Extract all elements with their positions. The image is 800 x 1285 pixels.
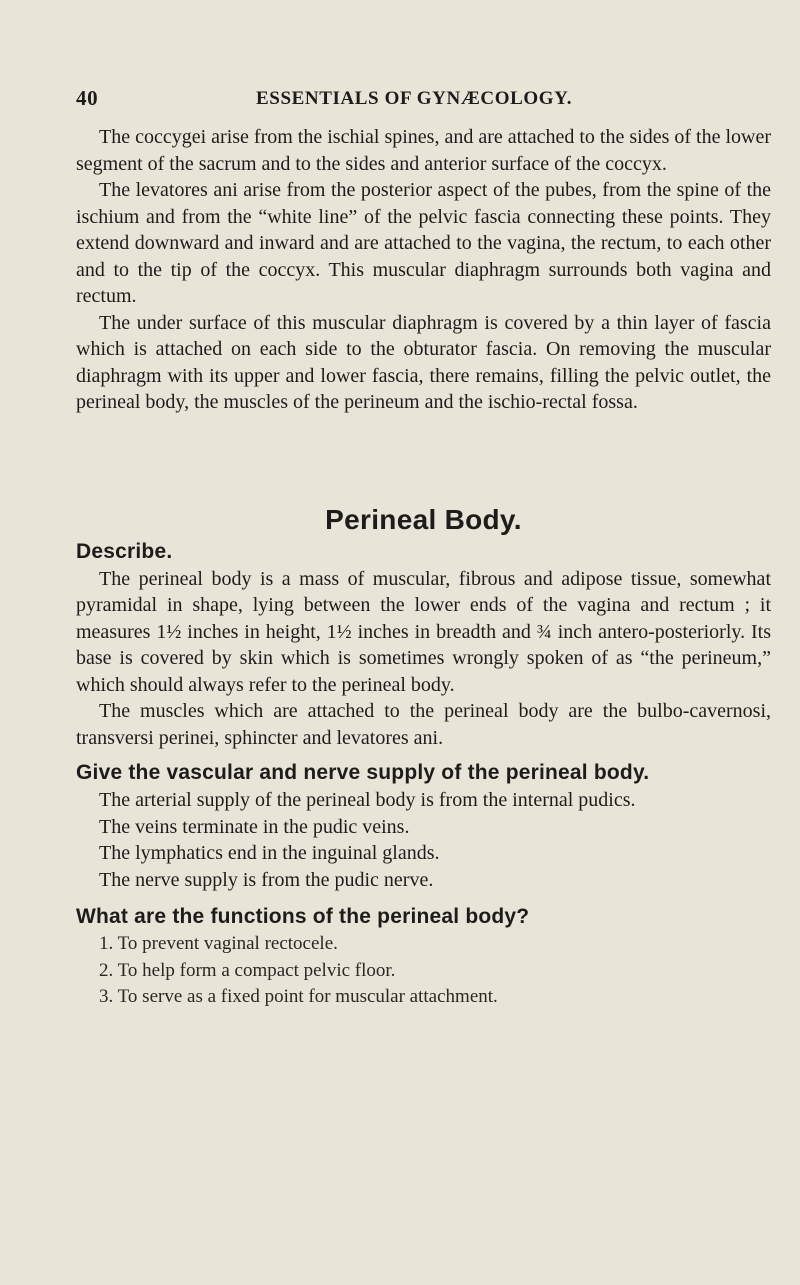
book-page [76,86,771,1011]
intro-text [76,124,771,416]
functions-list [76,931,771,1011]
paragraph: The muscles which are attached to the perineal body are the bulbo-cavernosi, transversi perinei, sphincter and levatores ani. [76,700,771,749]
question-heading: Give the vascular and nerve supply of the perineal body. [76,761,650,784]
paragraph: The levatores ani arise from the posterior aspect of the pubes, from the spine of the ischium and from the “white line” of the pelvic fascia connecting these points. They extend downward and inward and are attached to the vagina, the rectum, to each other and to the tip of the coccyx. This muscular diaphragm surrounds both vagina and rectum. [76,179,771,307]
page-header [76,86,771,116]
list-item: 3. To serve as a fixed point for muscular attachment. [99,986,498,1007]
paragraph: The coccygei arise from the ischial spines, and are attached to the sides of the lower segment of the sacrum and to the sides and anterior surface of the coccyx. [76,126,771,175]
running-title: ESSENTIALS OF GYNÆCOLOGY. [256,88,573,109]
page-number: 40 [76,86,99,110]
supply-block [76,759,771,893]
paragraph: The under surface of this muscular diaphragm is covered by a thin layer of fascia which is attached on each side to the obturator fascia. On removing the muscular diaphragm with its upper and lower fascia, there remains, filling the pelvic outlet, the perineal body, the muscles of the perineum and the ischio-rectal fossa. [76,311,771,413]
describe-block [76,538,771,752]
paragraph: The nerve supply is from the pudic nerve. [99,868,434,891]
question-heading: Describe. [76,539,173,563]
section-heading: Perineal Body. [325,503,522,535]
list-item: 1. To prevent vaginal rectocele. [99,933,338,954]
functions-block [76,903,771,1011]
paragraph: The lymphatics end in the inguinal glands. [99,842,440,864]
question-heading: What are the functions of the perineal body? [76,905,530,928]
paragraph: The perineal body is a mass of muscular, fibrous and adipose tissue, somewhat pyramidal in shape, lying between the lower ends of the vagina and rectum ; it measures 1½ inches in height, 1½ inches in breadth and ¾ inch antero-posteriorly. Its base is covered by skin which is sometimes wrongly spoken of as “the perineum,” which should always refer to the perineal body. [76,567,771,696]
paragraph: The arterial supply of the perineal body is from the internal pudics. [99,789,636,811]
list-item: 2. To help form a compact pelvic floor. [99,959,396,981]
paragraph: The veins terminate in the pudic veins. [99,815,410,838]
